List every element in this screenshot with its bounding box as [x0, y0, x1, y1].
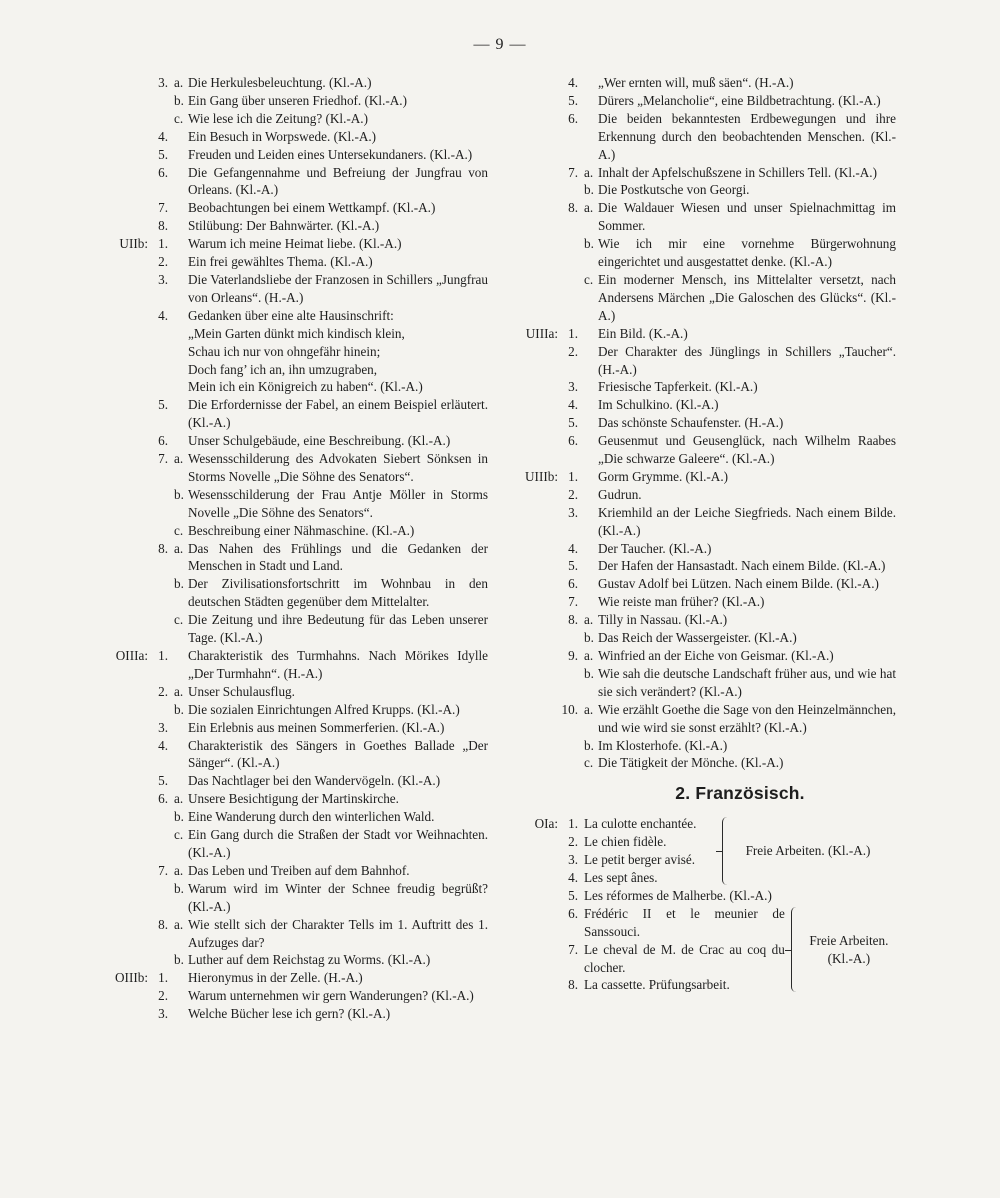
sub-item-letter: a. — [584, 648, 594, 663]
item-number: 4. — [568, 540, 578, 556]
list-item — [96, 450, 488, 486]
item-number: 1. — [568, 468, 578, 484]
list-item — [506, 110, 896, 164]
item-number: 7. — [568, 594, 578, 610]
item-number: 8. — [158, 540, 168, 556]
sub-item-letter: b. — [584, 665, 594, 681]
list-item — [506, 611, 896, 629]
item-number: 8. — [568, 200, 578, 216]
group-label-line: Freie Arbeiten. — [809, 932, 889, 948]
item-number: 6. — [568, 110, 578, 126]
item-number: 3. — [568, 379, 578, 395]
item-number: 2. — [568, 343, 578, 359]
item-text: Freuden und Leiden eines Untersekundaners. (Kl.-A.) — [188, 146, 473, 162]
sub-item-letter: a. — [174, 791, 184, 807]
item-text: Luther auf dem Reichstag zu Worms. (Kl.-A.) — [188, 952, 431, 968]
item-text: Welche Bücher lese ich gern? (Kl.-A.) — [188, 1006, 391, 1022]
list-item — [506, 468, 896, 486]
sub-item-letter: b. — [174, 92, 184, 108]
item-number: 2. — [158, 683, 168, 699]
item-text: Wie stellt sich der Charakter Tells im 1. Auftritt des 1. Aufzuges dar? — [188, 916, 488, 950]
list-item — [506, 665, 896, 701]
right-column-list — [506, 74, 896, 772]
list-item — [506, 181, 896, 199]
item-number: 6. — [158, 164, 168, 180]
item-number: 1. — [568, 816, 578, 832]
item-text: Kriemhild an der Leiche Siegfrieds. Nach einem Bilde. (Kl.-A.) — [598, 504, 896, 538]
item-number: 3. — [158, 75, 168, 90]
list-item — [96, 217, 488, 235]
sub-item-letter: c. — [584, 755, 594, 771]
item-number: 6. — [158, 791, 168, 807]
item-text: Das Leben und Treiben auf dem Bahnhof. — [188, 862, 410, 878]
item-number: 6. — [568, 433, 578, 449]
group-label-line: (Kl.-A.) — [827, 950, 871, 966]
list-item — [96, 862, 488, 880]
list-item — [96, 522, 488, 540]
list-item — [96, 880, 488, 916]
list-item — [96, 271, 488, 307]
left-column — [96, 74, 488, 1023]
item-text: Gustav Adolf bei Lützen. Nach einem Bilde. (Kl.-A.) — [598, 576, 879, 592]
sub-item-letter: a. — [584, 200, 594, 216]
list-item — [506, 629, 896, 647]
item-number: 3. — [158, 1006, 168, 1022]
item-text: Die Herkulesbeleuchtung. (Kl.-A.) — [188, 75, 372, 90]
list-item — [506, 941, 785, 977]
list-item — [96, 611, 488, 647]
list-item — [506, 905, 785, 941]
item-text: Die sozialen Einrichtungen Alfred Krupps. (Kl.-A.) — [188, 701, 460, 717]
sub-item-letter: b. — [174, 880, 184, 896]
item-text: Warum unternehmen wir gern Wanderungen? (Kl.-A.) — [188, 988, 474, 1004]
class-label: UIIIb: — [525, 468, 558, 484]
french-group-2-items — [506, 905, 785, 995]
item-text: Mein ich ein Königreich zu haben“. (Kl.-A.) — [188, 379, 423, 395]
item-text: Die Vaterlandsliebe der Franzosen in Schillers „Jungfrau von Orleans“. (H.-A.) — [188, 271, 488, 305]
item-text: Ein frei gewähltes Thema. (Kl.-A.) — [188, 254, 373, 270]
list-item — [506, 575, 896, 593]
item-text: Die Postkutsche von Georgi. — [598, 182, 750, 198]
item-text: Der Charakter des Jünglings in Schillers „Taucher“. (H.-A.) — [598, 343, 896, 377]
item-text: Wie erzählt Goethe die Sage von den Heinzelmännchen, und wie wird sie sonst erzählt? (Kl.-A.) — [598, 701, 896, 735]
item-text: Gudrun. — [598, 486, 642, 502]
item-number: 7. — [568, 941, 578, 957]
item-text: Stilübung: Der Bahnwärter. (Kl.-A.) — [188, 218, 380, 234]
list-item — [96, 701, 488, 719]
item-text: Schau ich nur von ohngefähr hinein; — [188, 343, 381, 359]
list-item — [506, 737, 896, 755]
list-item — [96, 325, 488, 343]
list-item — [506, 486, 896, 504]
item-number: 3. — [158, 271, 168, 287]
item-number: 5. — [568, 887, 578, 903]
list-item — [96, 253, 488, 271]
list-item — [506, 504, 896, 540]
item-number: 5. — [158, 773, 168, 789]
french-group-2 — [506, 905, 896, 995]
list-item — [96, 969, 488, 987]
list-item — [96, 128, 488, 146]
item-text: Wesensschilderung des Advokaten Siebert Sönksen in Storms Novelle „Die Söhne des Senators“. — [188, 451, 488, 484]
item-text: Ein Gang durch die Straßen der Stadt vor Weihnachten. (Kl.-A.) — [188, 827, 488, 860]
item-number: 1. — [158, 236, 168, 252]
item-text: Gedanken über eine alte Hausinschrift: — [188, 307, 394, 323]
item-number: 6. — [158, 433, 168, 449]
list-item — [96, 1005, 488, 1023]
item-number: 9. — [568, 648, 578, 663]
list-item — [96, 343, 488, 361]
class-label: OIa: — [534, 816, 558, 832]
list-item — [96, 719, 488, 737]
item-text: Wie lese ich die Zeitung? (Kl.-A.) — [188, 110, 368, 126]
list-item — [96, 575, 488, 611]
item-text: Wie ich mir eine vornehme Bürgerwohnung eingerichtet und ausgestattet denke. (Kl.-A.) — [598, 236, 896, 270]
item-text: Gorm Grymme. (Kl.-A.) — [598, 468, 729, 484]
sub-item-letter: a. — [174, 451, 184, 467]
item-text: Wesensschilderung der Frau Antje Möller in Storms Novelle „Die Söhne des Senators“. — [188, 486, 488, 520]
item-text: Le petit berger avisé. — [584, 852, 696, 868]
list-item — [506, 869, 716, 887]
sub-item-letter: b. — [584, 630, 594, 646]
item-text: Der Hafen der Hansastadt. Nach einem Bilde. (Kl.-A.) — [598, 558, 886, 574]
class-label: UIIIa: — [525, 325, 558, 341]
item-text: La culotte enchantée. — [584, 816, 697, 832]
section-heading-french: 2. Französisch. — [675, 783, 805, 804]
list-item — [506, 815, 716, 833]
list-item — [96, 683, 488, 701]
item-number: 4. — [158, 737, 168, 753]
list-item — [96, 790, 488, 808]
item-text: Unsere Besichtigung der Martinskirche. — [188, 791, 399, 807]
list-item — [96, 772, 488, 790]
item-text: Der Zivilisationsfortschritt im Wohnbau in den deutschen Städten gegenüber dem Mittelalter. — [188, 576, 488, 610]
item-text: Beschreibung einer Nähmaschine. (Kl.-A.) — [188, 522, 415, 538]
item-number: 8. — [158, 218, 168, 234]
item-text: Ein Erlebnis aus meinen Sommerferien. (Kl.-A.) — [188, 719, 445, 735]
item-number: 5. — [568, 92, 578, 108]
item-text: „Mein Garten dünkt mich kindisch klein, — [188, 325, 405, 341]
item-number: 3. — [568, 852, 578, 868]
item-number: 6. — [568, 905, 578, 921]
item-text: Inhalt der Apfelschußszene in Schillers Tell. (Kl.-A.) — [598, 164, 877, 180]
item-text: Wie sah die deutsche Landschaft früher aus, und wie hat sie sich verändert? (Kl.-A.) — [598, 665, 896, 699]
list-item — [96, 92, 488, 110]
item-number: 4. — [568, 869, 578, 885]
item-number: 2. — [568, 834, 578, 850]
list-item — [96, 74, 488, 92]
item-text: Warum wird im Winter der Schnee freudig begrüßt? (Kl.-A.) — [188, 880, 488, 914]
group-label — [802, 932, 896, 968]
item-text: Dürers „Melancholie“, eine Bildbetrachtung. (Kl.-A.) — [598, 92, 881, 108]
sub-item-letter: b. — [174, 952, 184, 968]
list-item — [96, 396, 488, 432]
list-item — [506, 647, 896, 665]
class-label: UIIb: — [119, 236, 148, 252]
item-number: 4. — [568, 75, 578, 90]
french-group-1 — [506, 815, 896, 887]
sub-item-letter: b. — [174, 576, 184, 592]
class-label: OIIIb: — [115, 970, 148, 986]
item-number: 3. — [568, 504, 578, 520]
sub-item-letter: a. — [584, 612, 594, 628]
sub-item-letter: b. — [584, 182, 594, 198]
item-number: 3. — [158, 719, 168, 735]
list-item — [96, 808, 488, 826]
item-text: Les sept ânes. — [584, 869, 658, 885]
item-number: 5. — [158, 397, 168, 413]
sub-item-letter: b. — [174, 486, 184, 502]
page-number: — 9 — — [473, 36, 527, 53]
sub-item-letter: a. — [174, 540, 184, 556]
item-number: 1. — [158, 648, 168, 663]
list-item — [506, 833, 716, 851]
item-number: 6. — [568, 576, 578, 592]
list-item — [96, 987, 488, 1005]
item-text: Im Schulkino. (Kl.-A.) — [598, 397, 719, 413]
curly-brace — [722, 817, 729, 885]
list-item — [506, 432, 896, 468]
item-text: Tilly in Nassau. (Kl.-A.) — [598, 612, 728, 628]
list-item — [96, 110, 488, 128]
item-text: Im Klosterhofe. (Kl.-A.) — [598, 737, 728, 753]
item-text: Le chien fidèle. — [584, 834, 667, 850]
list-item — [506, 701, 896, 737]
item-text: Das Reich der Wassergeister. (Kl.-A.) — [598, 630, 797, 646]
curly-brace — [791, 907, 798, 993]
list-item — [506, 976, 785, 994]
item-number: 2. — [158, 988, 168, 1004]
item-text: „Wer ernten will, muß säen“. (H.-A.) — [598, 75, 794, 90]
item-text: Die Zeitung und ihre Bedeutung für das Leben unserer Tage. (Kl.-A.) — [188, 612, 488, 646]
item-text: Ein Bild. (K.-A.) — [598, 325, 688, 341]
item-number: 10. — [561, 701, 578, 717]
class-label: OIIIa: — [115, 648, 148, 663]
list-item — [96, 826, 488, 862]
list-item — [96, 916, 488, 952]
sub-item-letter: b. — [174, 701, 184, 717]
item-number: 4. — [158, 128, 168, 144]
item-number: 8. — [568, 977, 578, 993]
item-text: Charakteristik des Sängers in Goethes Ballade „Der Sänger“. (Kl.-A.) — [188, 737, 488, 771]
list-item — [506, 557, 896, 575]
item-text: Unser Schulgebäude, eine Beschreibung. (Kl.-A.) — [188, 433, 451, 449]
sub-item-letter: a. — [584, 701, 594, 717]
item-number: 7. — [158, 200, 168, 216]
item-text: Das Nachtlager bei den Wandervögeln. (Kl.-A.) — [188, 773, 441, 789]
sub-item-letter: c. — [174, 522, 184, 538]
list-item — [506, 343, 896, 379]
list-item — [506, 540, 896, 558]
item-text: Hieronymus in der Zelle. (H.-A.) — [188, 970, 363, 986]
list-item — [96, 307, 488, 325]
item-number: 5. — [568, 415, 578, 431]
item-text: Die beiden bekanntesten Erdbewegungen und ihre Erkennung durch den beobachtenden Menschen. (Kl.-A.) — [598, 110, 896, 162]
item-number: 1. — [158, 970, 168, 986]
sub-item-letter: c. — [174, 110, 184, 126]
item-number: 2. — [568, 486, 578, 502]
list-item — [506, 271, 896, 325]
item-text: Geusenmut und Geusenglück, nach Wilhelm Raabes „Die schwarze Galeere“. (Kl.-A.) — [598, 433, 896, 467]
item-number: 8. — [568, 612, 578, 628]
item-text: Ein Besuch in Worpswede. (Kl.-A.) — [188, 128, 377, 144]
french-group-1-items — [506, 815, 716, 887]
list-item — [96, 199, 488, 217]
sub-item-letter: a. — [174, 683, 184, 699]
item-text: Die Gefangennahme und Befreiung der Jungfrau von Orleans. (Kl.-A.) — [188, 164, 488, 198]
sub-item-letter: b. — [174, 809, 184, 825]
item-number: 4. — [158, 307, 168, 323]
item-number: 7. — [158, 451, 168, 467]
list-item — [506, 754, 896, 772]
list-item — [506, 74, 896, 92]
item-text: Eine Wanderung durch den winterlichen Wald. — [188, 809, 435, 825]
list-item — [96, 164, 488, 200]
item-number: 7. — [158, 862, 168, 878]
item-text: Das Nahen des Frühlings und die Gedanken der Menschen in Stadt und Land. — [188, 540, 488, 574]
list-item — [96, 432, 488, 450]
item-text: Beobachtungen bei einem Wettkampf. (Kl.-A.) — [188, 200, 436, 216]
item-text: Charakteristik des Turmhahns. Nach Mörikes Idylle „Der Turmhahn“. (H.-A.) — [188, 648, 488, 681]
list-item — [506, 199, 896, 235]
sub-item-letter: a. — [584, 164, 594, 180]
list-item — [506, 325, 896, 343]
list-item — [96, 647, 488, 683]
french-list — [506, 815, 896, 994]
list-item — [506, 164, 896, 182]
sub-item-letter: a. — [174, 862, 184, 878]
right-column — [506, 74, 896, 994]
sub-item-letter: b. — [584, 236, 594, 252]
item-text: Die Erfordernisse der Fabel, an einem Beispiel erläutert. (Kl.-A.) — [188, 397, 488, 431]
item-text: Frédéric II et le meunier de Sanssouci. — [584, 905, 785, 939]
item-text: Le cheval de M. de Crac au coq du clocher. — [584, 941, 785, 975]
item-text: Winfried an der Eiche von Geismar. (Kl.-A.) — [598, 648, 834, 663]
list-item — [96, 361, 488, 379]
item-number: 1. — [568, 325, 578, 341]
item-text: Unser Schulausflug. — [188, 683, 295, 699]
list-item — [506, 396, 896, 414]
item-number: 8. — [158, 916, 168, 932]
list-item — [506, 235, 896, 271]
item-number: 2. — [158, 254, 168, 270]
list-item — [96, 378, 488, 396]
list-item — [96, 951, 488, 969]
sub-item-letter: c. — [174, 612, 184, 628]
sub-item-letter: c. — [584, 271, 594, 287]
list-item — [506, 378, 896, 396]
list-item — [506, 593, 896, 611]
item-number: 5. — [568, 558, 578, 574]
list-item — [96, 737, 488, 773]
list-item — [96, 486, 488, 522]
list-item — [96, 235, 488, 253]
item-text: Die Waldauer Wiesen und unser Spielnachmittag im Sommer. — [598, 200, 896, 234]
sub-item-letter: a. — [174, 916, 184, 932]
item-text: La cassette. Prüfungsarbeit. — [584, 977, 730, 993]
item-text: Friesische Tapferkeit. (Kl.-A.) — [598, 379, 758, 395]
item-text: Warum ich meine Heimat liebe. (Kl.-A.) — [188, 236, 402, 252]
group-label: Freie Arbeiten. (Kl.-A.) — [745, 843, 871, 859]
sub-item-letter: a. — [174, 75, 184, 90]
list-item — [96, 540, 488, 576]
item-text: Das schönste Schaufenster. (H.-A.) — [598, 415, 784, 431]
item-number: 4. — [568, 397, 578, 413]
sub-item-letter: b. — [584, 737, 594, 753]
item-text: Les réformes de Malherbe. (Kl.-A.) — [584, 887, 772, 903]
item-text: Ein moderner Mensch, ins Mittelalter versetzt, nach Andersens Märchen „Die Galoschen des Glücks“. (Kl.-A.) — [598, 271, 896, 323]
item-text: Doch fang’ ich an, ihn umzugraben, — [188, 361, 378, 377]
item-number: 5. — [158, 146, 168, 162]
item-text: Der Taucher. (Kl.-A.) — [598, 540, 712, 556]
list-item — [506, 92, 896, 110]
item-text: Die Tätigkeit der Mönche. (Kl.-A.) — [598, 755, 784, 771]
item-number: 7. — [568, 164, 578, 180]
sub-item-letter: c. — [174, 827, 184, 843]
list-item — [506, 851, 716, 869]
item-text: Ein Gang über unseren Friedhof. (Kl.-A.) — [188, 92, 407, 108]
list-item — [506, 887, 896, 905]
list-item — [96, 146, 488, 164]
item-text: Wie reiste man früher? (Kl.-A.) — [598, 594, 765, 610]
list-item — [506, 414, 896, 432]
